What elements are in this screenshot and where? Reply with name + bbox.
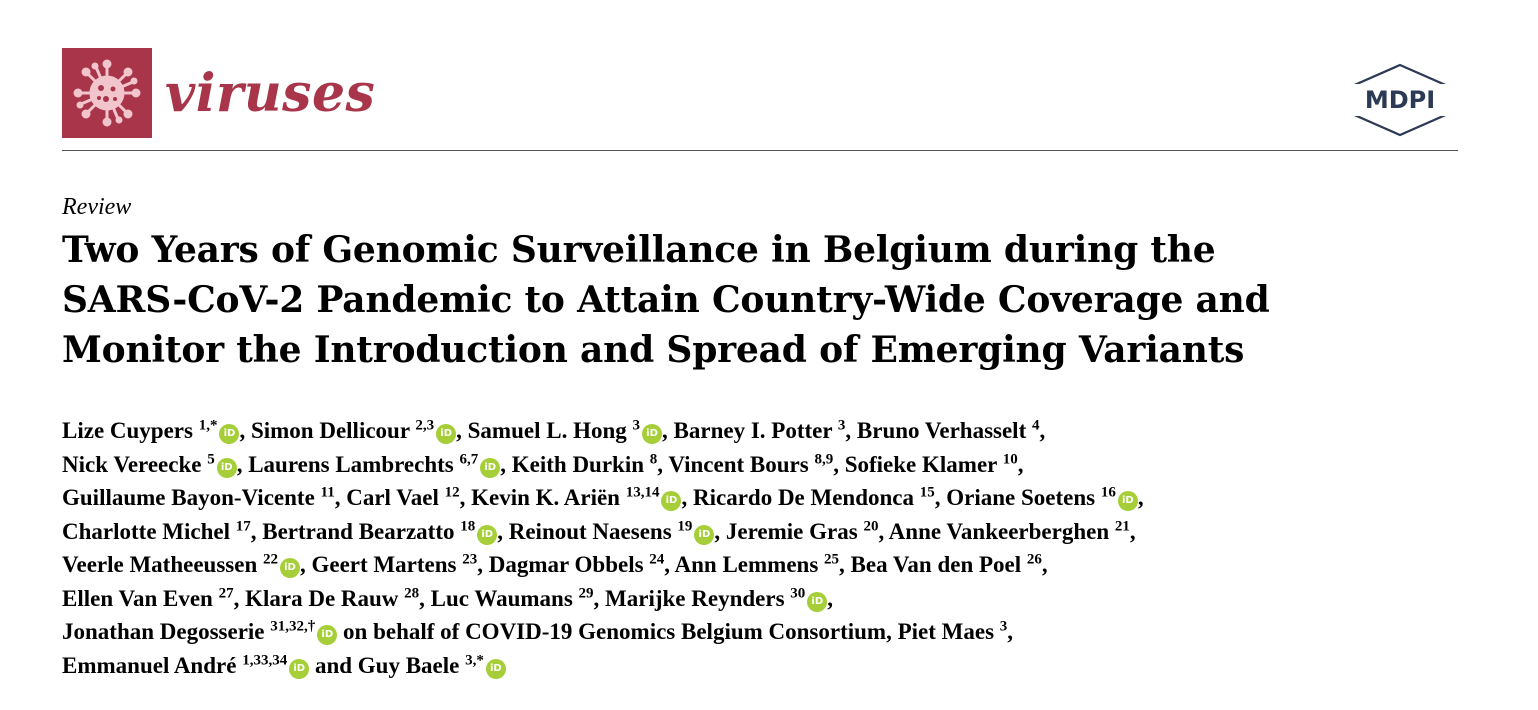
affiliation-superscript: 6,7 xyxy=(459,450,479,467)
author-name: , xyxy=(827,585,834,611)
affiliation-superscript: 21 xyxy=(1114,517,1130,534)
author-name: Charlotte Michel xyxy=(62,518,236,544)
author-name: , Bruno Verhasselt xyxy=(845,418,1032,443)
author-name: Lize Cuypers xyxy=(62,418,199,443)
author-name: , Marijke Reynders xyxy=(593,585,791,611)
author-name: , Geert Martens xyxy=(300,552,463,577)
affiliation-superscript: 13,14 xyxy=(625,484,660,501)
mdpi-logo xyxy=(1342,62,1458,138)
affiliation-superscript: 24 xyxy=(649,551,665,568)
author-name: on behalf of COVID-19 Genomics Belgium Consortium, Piet Maes xyxy=(337,619,1000,644)
affiliation-superscript: 8 xyxy=(649,450,658,467)
affiliation-superscript: 30 xyxy=(790,584,806,601)
author-name: Guillaume Bayon-Vicente xyxy=(62,485,321,510)
author-line xyxy=(62,649,1492,683)
affiliation-superscript: 29 xyxy=(578,584,594,601)
orcid-icon[interactable]: iD xyxy=(480,458,500,478)
orcid-icon[interactable]: iD xyxy=(486,659,506,679)
author-name: , Bertrand Bearzatto xyxy=(250,518,461,544)
affiliation-superscript: 19 xyxy=(677,517,693,534)
virus-icon xyxy=(62,48,152,138)
affiliation-superscript: 25 xyxy=(824,551,840,568)
author-line xyxy=(62,582,1492,616)
affiliation-superscript: 23 xyxy=(462,551,478,568)
author-name: , xyxy=(1041,552,1048,577)
author-name: , xyxy=(1129,518,1136,544)
affiliation-superscript: 12 xyxy=(444,484,460,501)
author-name: , Jeremie Gras xyxy=(714,518,864,544)
title-line: SARS-CoV-2 Pandemic to Attain Country-Wide Coverage and xyxy=(62,279,1270,321)
affiliation-superscript: 20 xyxy=(863,517,879,534)
author-name: , Kevin K. Ariën xyxy=(459,485,626,510)
affiliation-superscript: 4 xyxy=(1031,417,1040,434)
journal-name: viruses xyxy=(165,63,376,124)
author-name: , Laurens Lambrechts xyxy=(236,451,460,477)
author-name: , Ricardo De Mendonca xyxy=(681,485,920,510)
orcid-icon[interactable]: iD xyxy=(642,424,662,444)
affiliation-superscript: 8,9 xyxy=(814,450,834,467)
author-name: Veerle Matheeussen xyxy=(62,552,263,577)
author-name: and Guy Baele xyxy=(309,652,466,678)
author-name: , Dagmar Obbels xyxy=(477,552,650,577)
author-name: , Bea Van den Poel xyxy=(839,552,1027,577)
affiliation-superscript: 2,3 xyxy=(415,417,435,434)
orcid-icon[interactable]: iD xyxy=(317,625,337,645)
orcid-icon[interactable]: iD xyxy=(1118,491,1138,511)
affiliation-superscript: 17 xyxy=(235,517,251,534)
author-line xyxy=(62,414,1492,448)
author-line xyxy=(62,615,1492,649)
affiliation-superscript: 22 xyxy=(263,551,278,568)
author-line xyxy=(62,515,1492,549)
author-name: Emmanuel André xyxy=(62,652,243,678)
title-line: Two Years of Genomic Surveillance in Belgium during the xyxy=(62,229,1216,271)
author-name: , Anne Vankeerberghen xyxy=(878,518,1115,544)
affiliation-superscript: 5 xyxy=(207,450,215,467)
publisher-name: MDPI xyxy=(1364,86,1436,114)
author-name: , Oriane Soetens xyxy=(934,485,1101,510)
orcid-icon[interactable]: iD xyxy=(219,424,239,444)
orcid-icon[interactable]: iD xyxy=(661,491,681,511)
affiliation-superscript: 16 xyxy=(1100,484,1116,501)
orcid-icon[interactable]: iD xyxy=(694,525,714,545)
author-list xyxy=(62,414,1492,682)
author-name: , Klara De Rauw xyxy=(233,585,405,611)
affiliation-superscript: 3 xyxy=(632,417,641,434)
affiliation-superscript: 10 xyxy=(1002,450,1018,467)
author-name: , Vincent Bours xyxy=(657,451,815,477)
affiliation-superscript: 3 xyxy=(999,618,1008,635)
orcid-icon[interactable]: iD xyxy=(217,458,237,478)
author-line xyxy=(62,481,1492,515)
affiliation-superscript: 3 xyxy=(837,417,846,434)
affiliation-superscript: 27 xyxy=(218,584,234,601)
orcid-icon[interactable]: iD xyxy=(436,424,456,444)
affiliation-superscript: 15 xyxy=(919,484,935,501)
author-name: , Carl Vael xyxy=(334,485,445,510)
author-name: Nick Vereecke xyxy=(62,451,208,477)
orcid-icon[interactable]: iD xyxy=(289,659,309,679)
author-name: , Ann Lemmens xyxy=(664,552,825,577)
affiliation-superscript: 31,32,† xyxy=(270,618,316,635)
author-name: , Sofieke Klamer xyxy=(833,451,1003,477)
author-name: , xyxy=(1137,485,1144,510)
author-name: , Barney I. Potter xyxy=(662,418,838,443)
author-name: Ellen Van Even xyxy=(62,585,219,611)
orcid-icon[interactable]: iD xyxy=(807,592,827,612)
article-title xyxy=(62,225,1482,375)
affiliation-superscript: 18 xyxy=(460,517,476,534)
author-name: Jonathan Degosserie xyxy=(62,619,271,644)
affiliation-superscript: 3,* xyxy=(465,651,484,668)
header-divider xyxy=(62,150,1458,151)
author-name: , Keith Durkin xyxy=(500,451,650,477)
affiliation-superscript: 28 xyxy=(404,584,420,601)
author-name: , Luc Waumans xyxy=(419,585,579,611)
affiliation-superscript: 26 xyxy=(1026,551,1042,568)
author-name: , Simon Dellicour xyxy=(239,418,416,443)
journal-logo xyxy=(62,48,152,138)
author-name: , xyxy=(1007,619,1014,644)
article-type: Review xyxy=(62,194,132,220)
title-line: Monitor the Introduction and Spread of Emerging Variants xyxy=(62,329,1245,371)
affiliation-superscript: 1,33,34 xyxy=(242,651,288,668)
author-name: , Samuel L. Hong xyxy=(456,418,633,443)
author-name: , Reinout Naesens xyxy=(497,518,678,544)
author-name: , xyxy=(1017,451,1024,477)
author-name: , xyxy=(1039,418,1046,443)
orcid-icon[interactable]: iD xyxy=(280,558,300,578)
affiliation-superscript: 1,* xyxy=(198,417,218,434)
affiliation-superscript: 11 xyxy=(320,484,335,501)
author-line xyxy=(62,448,1492,482)
author-line xyxy=(62,548,1492,582)
orcid-icon[interactable]: iD xyxy=(477,525,497,545)
